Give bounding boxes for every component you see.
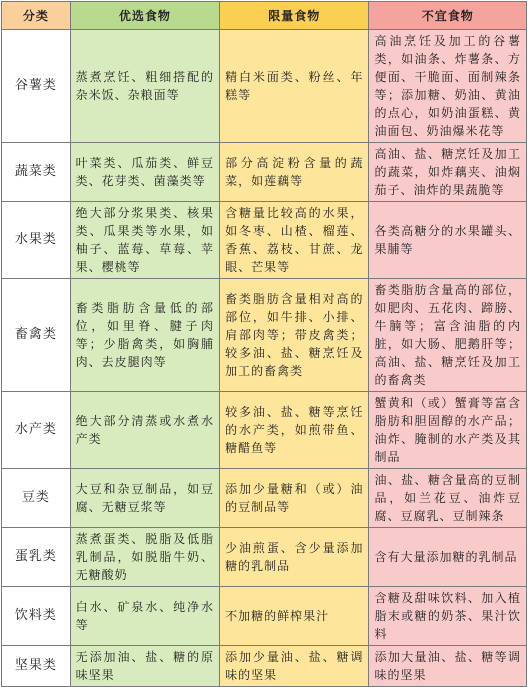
limited-cell: 添加少量油、盐、糖调味的坚果: [220, 646, 369, 687]
avoid-cell: 含有大量添加糖的乳制品: [369, 528, 527, 587]
avoid-cell: 蟹黄和（或）蟹膏等富含脂肪和胆固醇的水产品；油炸、腌制的水产类及其制品: [369, 392, 527, 469]
row-category: 水产类: [2, 392, 71, 469]
header-preferred: 优选食物: [70, 2, 219, 30]
table-row: [2, 279, 527, 392]
food-guide-table: [1, 1, 527, 687]
row-category: 蛋乳类: [2, 528, 71, 587]
limited-cell: 部分高淀粉含量的蔬菜，如莲藕等: [220, 143, 369, 202]
row-category: 蔬菜类: [2, 143, 71, 202]
table-row: [2, 30, 527, 143]
preferred-cell: 蒸煮烹饪、粗细搭配的杂米饭、杂粮面等: [70, 30, 219, 143]
limited-cell: 少油煎蛋、含少量添加糖的乳制品: [220, 528, 369, 587]
avoid-cell: 高油、盐、糖烹饪及加工的蔬菜，如炸藕夹、油焖茄子、油炸的果蔬脆等: [369, 143, 527, 202]
table-row: [2, 469, 527, 528]
preferred-cell: 畜类脂肪含量低的部位，如里脊、腱子肉等；少脂禽类，如胸脯肉、去皮腿肉等: [70, 279, 219, 392]
header-category: 分类: [2, 2, 71, 30]
row-category: 坚果类: [2, 646, 71, 687]
table-row: [2, 202, 527, 279]
table-row: [2, 143, 527, 202]
row-category: 水果类: [2, 202, 71, 279]
table-row: [2, 392, 527, 469]
header-avoid: 不宜食物: [369, 2, 527, 30]
avoid-cell: 各类高糖分的水果罐头、果脯等: [369, 202, 527, 279]
table-row: [2, 528, 527, 587]
preferred-cell: 叶菜类、瓜茄类、鲜豆类、花芽类、菌藻类等: [70, 143, 219, 202]
table-row: [2, 587, 527, 646]
preferred-cell: 蒸煮蛋类、脱脂及低脂乳制品，如脱脂牛奶、无糖酸奶: [70, 528, 219, 587]
avoid-cell: 油、盐、糖含量高的豆制品，如兰花豆、油炸豆腐、豆腐乳、豆制辣条: [369, 469, 527, 528]
limited-cell: 畜类脂肪含量相对高的部位，如牛排、小排、肩部肉等；带皮禽类；较多油、盐、糖烹饪及加工的畜禽类: [220, 279, 369, 392]
preferred-cell: 白水、矿泉水、纯净水等: [70, 587, 219, 646]
row-category: 饮料类: [2, 587, 71, 646]
avoid-cell: 含糖及甜味饮料、加入植脂末或糖的奶茶、果汁饮料: [369, 587, 527, 646]
avoid-cell: 畜类脂肪含量高的部位，如肥肉、五花肉、蹄膀、牛腩等；富含油脂的内脏，如大肠、肥鹅肝等；高油、盐、糖烹饪及加工的畜禽类: [369, 279, 527, 392]
preferred-cell: 绝大部分清蒸或水煮水产类: [70, 392, 219, 469]
limited-cell: 含糖量比较高的水果，如冬枣、山楂、榴莲、香蕉、荔枝、甘蔗、龙眼、芒果等: [220, 202, 369, 279]
limited-cell: 不加糖的鲜榨果汁: [220, 587, 369, 646]
header-limited: 限量食物: [220, 2, 369, 30]
avoid-cell: 添加大量油、盐、糖等调味的坚果: [369, 646, 527, 687]
row-category: 谷薯类: [2, 30, 71, 143]
row-category: 豆类: [2, 469, 71, 528]
table-row: [2, 646, 527, 687]
row-category: 畜禽类: [2, 279, 71, 392]
limited-cell: 添加少量糖和（或）油的豆制品等: [220, 469, 369, 528]
limited-cell: 精白米面类、粉丝、年糕等: [220, 30, 369, 143]
preferred-cell: 大豆和杂豆制品，如豆腐、无糖豆浆等: [70, 469, 219, 528]
header-row: [2, 2, 527, 30]
limited-cell: 较多油、盐、糖等烹饪的水产类，如煎带鱼、糖醋鱼等: [220, 392, 369, 469]
preferred-cell: 绝大部分浆果类、核果类、瓜果类等水果，如柚子、蓝莓、草莓、苹果、樱桃等: [70, 202, 219, 279]
preferred-cell: 无添加油、盐、糖的原味坚果: [70, 646, 219, 687]
avoid-cell: 高油烹饪及加工的谷薯类，如油条、炸薯条、方便面、干脆面、面制辣条等；添加糖、奶油、黄油的点心，如奶油蛋糕、黄油面包、奶油爆米花等: [369, 30, 527, 143]
